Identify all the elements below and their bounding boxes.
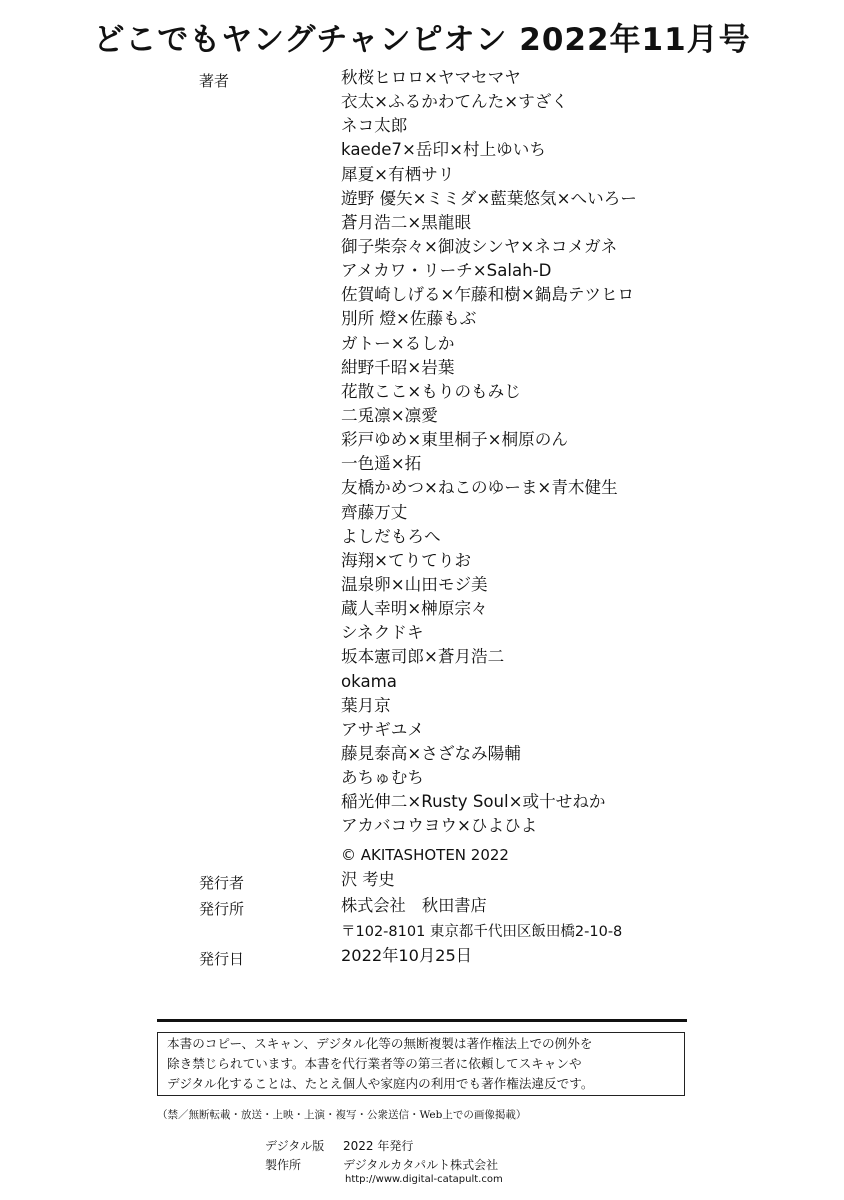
publisher-address: 〒102-8101 東京都千代田区飯田橋2-10-8 [341,924,623,940]
author-entry: 花散ここ×もりのもみじ [341,381,521,401]
digital-edition-label: デジタル版 [265,1139,325,1153]
author-entry: 御子柴奈々×御波シンヤ×ネコメガネ [341,236,618,256]
copyright-notice-box [157,1032,685,1096]
producer-value: デジタルカタパルト株式会社 [343,1158,499,1172]
author-entry: 二兎凛×凛愛 [341,405,438,425]
author-entry: 蒼月浩二×黒龍眼 [341,212,472,232]
divider-rule [157,1019,687,1022]
author-entry: 藤見泰高×さざなみ陽輔 [341,743,521,763]
author-entry: 遊野 優矢×ミミダ×藍葉悠気×へいろー [341,188,637,208]
author-entry: 海翔×てりてりお [341,550,472,570]
notice-line-2: 除き禁じられています。本書を代行業者等の第三者に依頼してスキャンや [167,1056,582,1071]
digital-edition-value: 2022 年発行 [343,1139,414,1153]
author-entry: 齊藤万丈 [341,502,408,522]
author-entry: 稲光伸二×Rusty Soul×或十せねか [341,792,606,812]
author-entry: 犀夏×有栖サリ [341,164,455,184]
author-entry: アカバコウヨウ×ひよひよ [341,816,538,836]
author-entry: kaede7×岳印×村上ゆいち [341,140,546,160]
author-entry: 葉月京 [341,695,391,715]
producer-url: http://www.digital-catapult.com [345,1174,503,1185]
author-entry: 紺野千昭×岩葉 [341,357,455,377]
author-entry: 友橋かめつ×ねこのゆーま×青木健生 [341,478,618,498]
issue-date-label: 発行日 [199,950,245,968]
publisher-name: 株式会社 秋田書店 [341,896,487,915]
notice-line-3: デジタル化することは、たとえ個人や家庭内の利用でも著作権法違反です。 [167,1076,594,1091]
authors-label: 著者 [199,72,230,90]
author-entry: アサギユメ [341,719,424,739]
author-entry: 秋桜ヒロロ×ヤマセマヤ [341,68,521,87]
authors-list [341,66,637,839]
author-entry: ネコ太郎 [341,116,408,136]
issue-date: 2022年10月25日 [341,946,472,965]
prohibition-note: （禁／無断転載・放送・上映・上演・複写・公衆送信・Web上での画像掲載） [157,1109,527,1121]
author-entry: あちゅむち [341,768,424,788]
author-entry: 別所 燈×佐藤もぶ [341,309,477,329]
publisher-label: 発行所 [199,900,245,918]
author-entry: 温泉卵×山田モジ美 [341,574,488,594]
author-entry: 彩戸ゆめ×東里桐子×桐原のん [341,430,568,450]
author-entry: 一色遥×拓 [341,454,422,474]
author-entry: ガトー×るしか [341,333,455,353]
page-title: どこでもヤングチャンピオン 2022年11月号 [93,22,751,58]
publisher-person-label: 発行者 [199,874,245,892]
author-entry: よしだもろへ [341,526,441,546]
author-entry: アメカワ・リーチ×Salah-D [341,261,552,281]
author-entry: シネクドキ [341,623,424,643]
producer-label: 製作所 [265,1158,302,1172]
publisher-person: 沢 考史 [341,870,395,889]
author-entry: 衣太×ふるかわてんた×すざく [341,92,568,112]
copyright-text: © AKITASHOTEN 2022 [341,846,509,864]
author-entry: 蔵人幸明×榊原宗々 [341,599,488,619]
author-entry: 佐賀崎しげる×乍藤和樹×鍋島テツヒロ [341,285,635,305]
author-entry: okama [341,671,397,691]
notice-line-1: 本書のコピー、スキャン、デジタル化等の無断複製は著作権法上での例外を [167,1036,593,1051]
author-entry: 坂本憲司郎×蒼月浩二 [341,647,505,667]
